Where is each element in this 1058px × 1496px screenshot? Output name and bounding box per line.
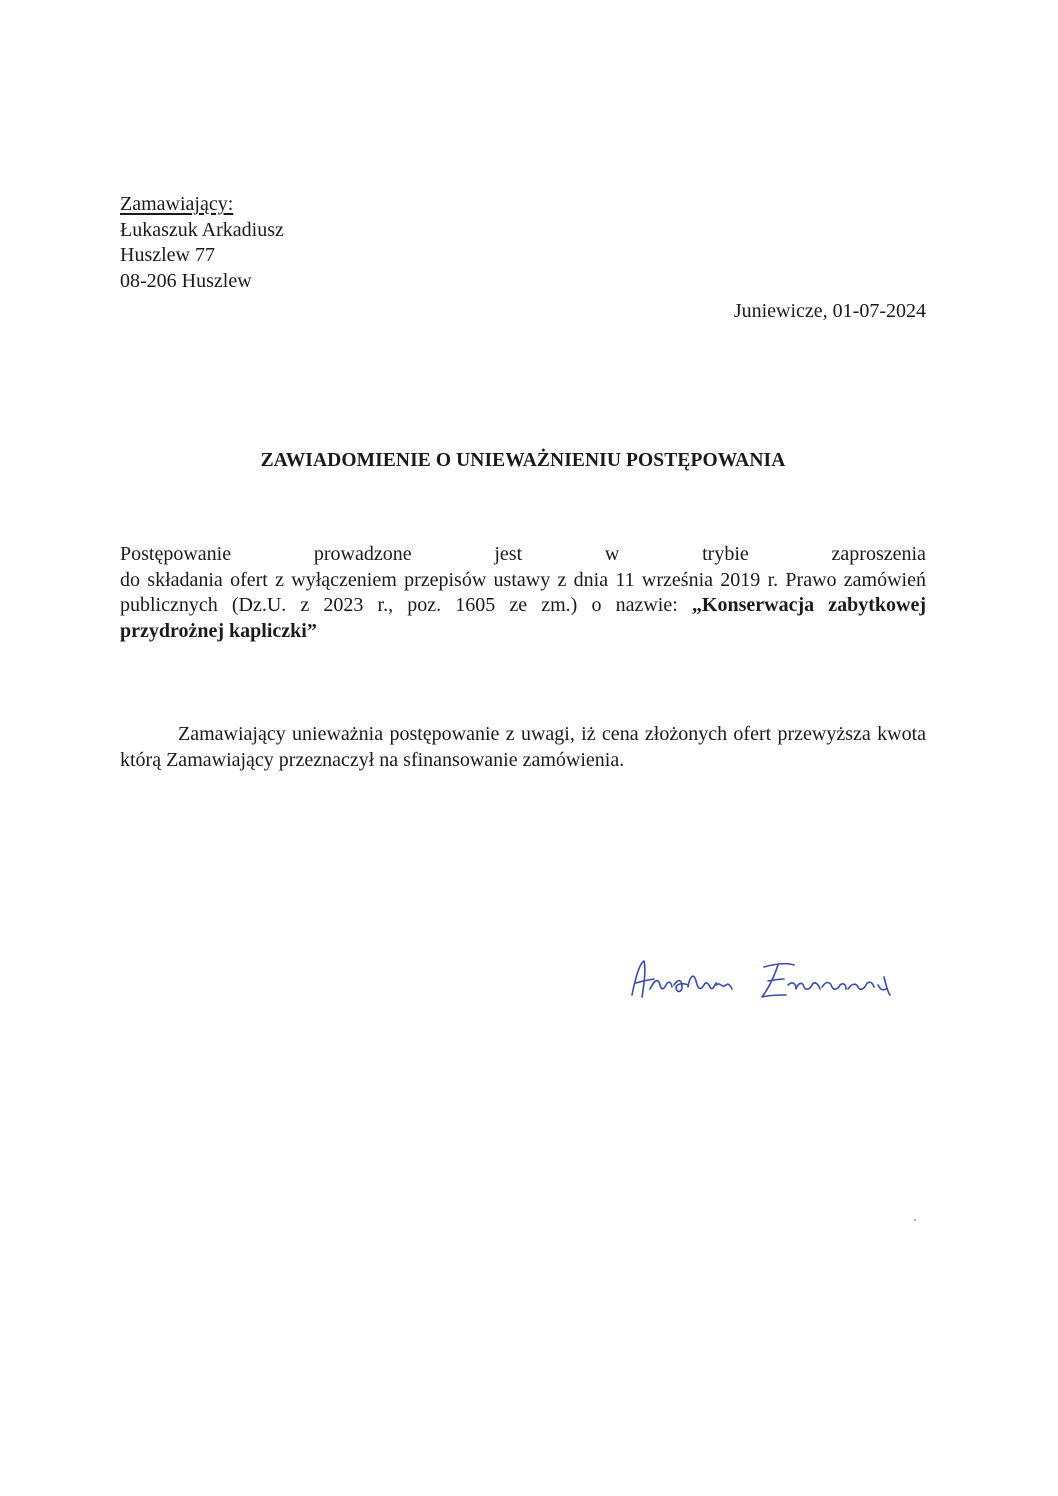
paragraph-procedure xyxy=(120,542,926,644)
word: prowadzone xyxy=(313,543,412,565)
paragraph-procedure-line-2: do składania ofert z wyłączeniem przepisów ustawy z dnia 11 września 2019 r. Prawo zamówień xyxy=(120,568,926,591)
word: Postępowanie xyxy=(120,543,232,565)
sender-postal-city: 08-206 Huszlew xyxy=(120,269,252,292)
word: zaproszenia xyxy=(831,543,926,565)
procurement-name-part-1: „Konserwacja zabytkowej xyxy=(691,594,926,616)
paragraph-cancellation-line-1: Zamawiający unieważnia postępowanie z uwagi, iż cena złożonych ofert przewyższa xyxy=(178,723,871,745)
sender-name: Łukaszuk Arkadiusz xyxy=(120,218,284,241)
word: jest xyxy=(494,543,523,565)
handwritten-signature xyxy=(628,955,908,1015)
word: trybie xyxy=(702,543,749,565)
document-title: ZAWIADOMIENIE O UNIEWAŻNIENIU POSTĘPOWANIA xyxy=(260,450,786,471)
paragraph-procedure-line-3 xyxy=(120,593,926,619)
line-3-text: publicznych (Dz.U. z 2023 r., poz. 1605 ze zm.) o nazwie: xyxy=(120,594,692,616)
paragraph-cancellation xyxy=(120,722,926,773)
scan-speck xyxy=(914,1219,916,1221)
paragraph-cancellation-line-2: kwota którą Zamawiający przeznaczył na sfinansowanie zamówienia. xyxy=(120,723,927,771)
sender-label: Zamawiający: xyxy=(120,193,234,215)
word: w xyxy=(604,543,620,565)
place-date: Juniewicze, 01-07-2024 xyxy=(733,300,926,322)
procurement-name-part-2: przydrożnej kapliczki” xyxy=(120,619,317,642)
sender-street: Huszlew 77 xyxy=(120,244,215,266)
sender-block xyxy=(120,192,284,294)
paragraph-procedure-line-1 xyxy=(120,542,926,568)
